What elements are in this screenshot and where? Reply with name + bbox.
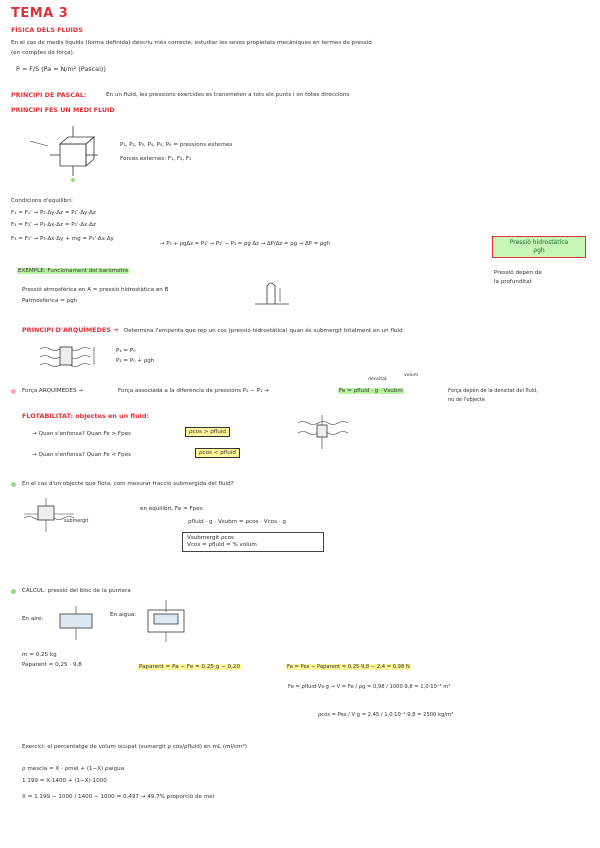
calc-en-aire: En aire: (22, 616, 44, 622)
section-heading-fluids: FÍSICA DELS FLUIDS (11, 26, 83, 34)
bullet-force (11, 389, 16, 394)
force-note-1: Força depèn de la densitat del fluid, (448, 388, 538, 394)
hydro-note-2: la profunditat (494, 279, 532, 285)
block-water-diagram (146, 600, 186, 646)
force-note-2: no de l'objecte (448, 397, 485, 403)
hydrostatic-pressure-box (492, 236, 586, 258)
archimedes-text: Determina l'empenta que rep un cos (pressió hidrostàtica) quan és submergit totalment en un fluid (124, 328, 403, 334)
page-title: TEMA 3 (11, 6, 69, 21)
flotability-heading: FLOTABILITAT: objectes en un fluid: (22, 412, 149, 420)
force-text: Força associada a la diferència de pressions P₂ − P₁ → (118, 388, 269, 394)
bullet-float (11, 482, 16, 487)
calc-left-1: m = 0,25 kg (22, 652, 57, 658)
fluid-cube-diagram (20, 126, 110, 186)
force-label-volume: volum (404, 373, 419, 378)
barometer-1: Pressió atmosfèrica en A = pressió hidrostàtica en B (22, 287, 169, 293)
intro-text-1: En el cas de medis líquids (forma definida) descriu més correcte, estudiar les seves propietats mecàniques en termes de pressió (11, 40, 372, 46)
calc-heading: CÀLCUL: pressió del bloc de la puntera (22, 588, 131, 594)
flotability-q2: → Quan s'enfonsa? Quan Fe < Fpes (32, 452, 132, 458)
float-box-line2: Vcos = ρfluid = % volum (187, 542, 257, 548)
float-eq-2: ρfluid · g · Vsubm = ρcos · Vcos · g (188, 519, 286, 525)
exercise-4: X = 1.199 − 1000 / 1400 − 1000 = 0,497 → 49,7% proporció de mel (22, 794, 215, 800)
hydrostatic-box-line2: ρgh (533, 247, 545, 254)
force-formula: Fe = ρfluid · g · Vsubm (339, 388, 403, 394)
exercise-2: ρ mescla = X · ρmel + (1−X) ρaigua (22, 766, 125, 772)
formula-pressure: P = F/S (Pa = N/m² (Pascal)) (16, 65, 106, 73)
intro-text-2: (en comptes de força). (11, 50, 75, 56)
equilibrium-heading: Condicions d'equilibri: (11, 198, 73, 204)
barometer-2: Patmosfèrica = ρgh (22, 298, 78, 304)
barometer-diagram (255, 278, 295, 308)
exercise-1: Exercici: el percentatge de volum ocupat (sumergit ρ cos/ρfluid) en mL (ml/cm³) (22, 744, 247, 750)
calc-right-3: ρcos = Pes / V·g = 2,45 / 1,0·10⁻⁴·9,8 = 2500 kg/m³ (318, 712, 454, 718)
float-eq-1: en equilibri, Fe = Fpes (140, 506, 203, 512)
archimedes-heading: PRINCIPI D'ARQUÍMEDES → (22, 326, 119, 334)
flotability-box1: ρcos > ρfluid (185, 427, 230, 437)
equilibrium-chain: → P₃ + ρgΔz = P₃' → P₃' − P₃ = ρg Δz → ΔP/Δz = ρg → ΔP = ρgh (160, 241, 331, 247)
float-label: submergit (64, 519, 89, 524)
calc-left-2: Paparent = 0,25 · 9,8 (22, 662, 82, 668)
equilibrium-2: F₂ = F₂' → P₂·Δx·Δz = P₂'·Δx·Δz (11, 222, 96, 228)
archimedes-eq-2: P₂ = P₀ + ρgh (116, 358, 155, 364)
calc-middle: Paparent = Pa − Fe = 0,25·g − 0,20 (139, 664, 240, 670)
bullet-calc (11, 589, 16, 594)
static-heading: PRINCIPI FES UN MEDI FLUID (11, 106, 115, 114)
block-air-diagram (56, 606, 96, 646)
flotability-q1: → Quan s'enfonsa? Quan Fe > Fpes (32, 431, 132, 437)
equilibrium-1: F₁ = F₁' → P₁·Δy·Δz = P₁'·Δy·Δz (11, 210, 96, 216)
pascal-text: En un fluid, les pressions exercides es transmeten a tots els punts i en totes direccions (106, 92, 350, 98)
calc-right-1: Fe = Pes − Paparent = 0,25·9,8 − 2,4 = 0,98 N (287, 664, 410, 670)
hydro-note-1: Pressió depèn de (494, 270, 542, 276)
force-heading: Força ARQUÍMEDES → (22, 388, 83, 394)
float-box-line1: Vsubmergit ρcos (187, 535, 234, 541)
example-heading: EXEMPLE: Funcionament del baròmetre (18, 268, 129, 274)
float-result-box (182, 532, 324, 552)
calc-en-aigua: En aigua: (110, 612, 137, 618)
exercise-3: 1.199 = X·1400 + (1−X)·1000 (22, 778, 107, 784)
archimedes-eq-1: P₁ = P₀ (116, 348, 136, 354)
pascal-heading: PRINCIPI DE PASCAL: (11, 91, 87, 99)
flotability-box2: ρcos < ρfluid (195, 448, 240, 458)
flotability-diagram (298, 415, 348, 457)
cube-labels-2: Forces externes: F₁, F₂, F₃ (120, 156, 192, 162)
equilibrium-3: F₃ = F₃' → P₃·Δx·Δy + mg = P₃'·Δx·Δy (11, 236, 114, 242)
hydrostatic-box-line1: Pressió hidrostàtica (509, 239, 569, 246)
archimedes-diagram (40, 343, 110, 371)
float-question: En el cas d'un objecte que flota, com mesurar fracció submergida del fluid? (22, 481, 234, 487)
force-label-density: densitat (368, 377, 387, 382)
cube-labels: P₁, P₂, P₃, P₄, P₅, P₆ = pressions externes (120, 142, 233, 148)
calc-right-2: Fe = ρfluid·Vs·g → V = Fe / ρg = 0,98 / 1000·9,8 = 1,0·10⁻⁴ m³ (288, 684, 451, 690)
